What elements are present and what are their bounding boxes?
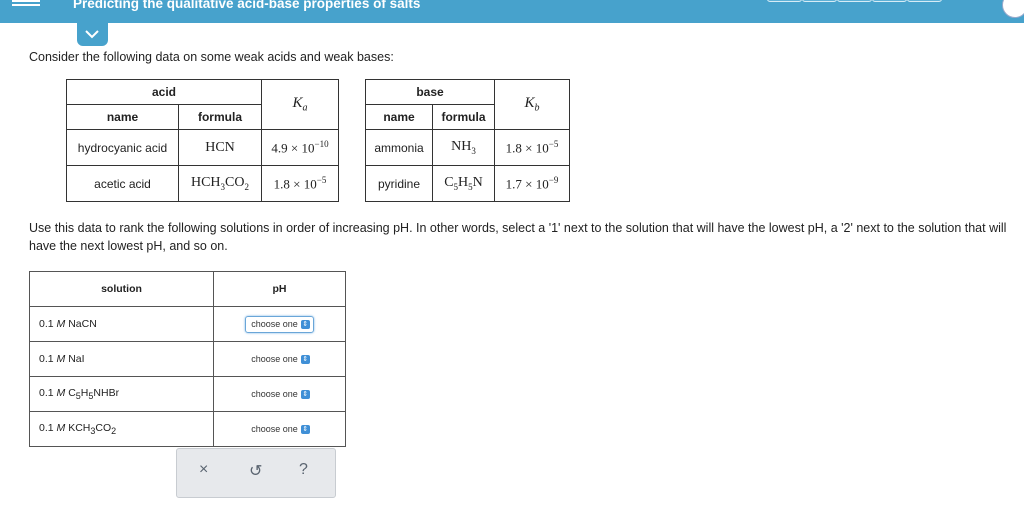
base-table [365,79,570,202]
collapse-tab[interactable] [77,23,108,46]
ph-select[interactable]: choose one ⇕ [251,423,309,434]
intro-text: Consider the following data on some weak acids and weak bases: [29,50,394,64]
kb-header: $K_b$ [495,80,570,130]
table-row [366,166,570,202]
table-row [30,307,346,342]
table-row [30,412,346,447]
menu-icon[interactable] [12,0,40,6]
acid-name: acetic acid [67,166,179,202]
table-row [366,130,570,166]
solution-label: 0.1 M NaI [30,342,214,377]
ph-header: pH [214,272,346,307]
table-row [30,342,346,377]
ph-select[interactable]: choose one ⇕ [245,316,314,333]
base-formula-header: formula [433,105,495,130]
solution-label: 0.1 M $KCH_3CO_2$ [30,412,214,447]
acid-ka: $4.9 \times 10^{-10}$ [262,130,339,166]
acid-table [66,79,339,202]
acid-formula-header: formula [179,105,262,130]
table-row [30,377,346,412]
solution-label: 0.1 M $C_5H_5NHBr$ [30,377,214,412]
clear-button[interactable]: × [199,461,209,478]
base-name-header: name [366,105,433,130]
select-arrow-icon: ⇕ [302,425,309,433]
acid-group-header: acid [67,80,262,105]
acid-ka: $1.8 \times 10^{-5}$ [262,166,339,202]
table-row [67,130,339,166]
base-kb: $1.7 \times 10^{-9}$ [495,166,570,202]
progress-indicator [767,0,942,2]
action-bar [176,448,336,498]
acid-formula: $HCH_3CO_2$ [179,166,262,202]
page-title: Predicting the qualitative acid-base properties of salts [73,0,421,11]
acid-formula: HCN [179,130,262,166]
base-name: pyridine [366,166,433,202]
base-group-header: base [366,80,495,105]
ka-header: $K_a$ [262,80,339,130]
chevron-down-icon [85,30,99,39]
select-arrow-icon: ⇕ [302,355,309,363]
instructions-text: Use this data to rank the following solutions in order of increasing pH. In other words, select a '1' next to the solution that will have the lowest pH, a '2' next to the solution that will have the next lowest pH, and so on. [29,221,1007,253]
select-arrow-icon: ⇕ [302,320,309,328]
base-formula: $NH_3$ [433,130,495,166]
solution-label: 0.1 M NaCN [30,307,214,342]
ph-select[interactable]: choose one ⇕ [251,353,309,364]
base-formula: $C_5H_5N$ [433,166,495,202]
info-button[interactable] [1002,0,1024,18]
select-arrow-icon: ⇕ [302,390,309,398]
top-bar [0,0,1024,23]
base-name: ammonia [366,130,433,166]
ranking-table [29,271,346,447]
base-kb: $1.8 \times 10^{-5}$ [495,130,570,166]
acid-name-header: name [67,105,179,130]
solution-header: solution [30,272,214,307]
table-row [67,166,339,202]
undo-button[interactable]: ↺ [249,463,263,480]
help-button[interactable]: ? [299,461,308,478]
ph-select[interactable]: choose one ⇕ [251,388,309,399]
acid-name: hydrocyanic acid [67,130,179,166]
